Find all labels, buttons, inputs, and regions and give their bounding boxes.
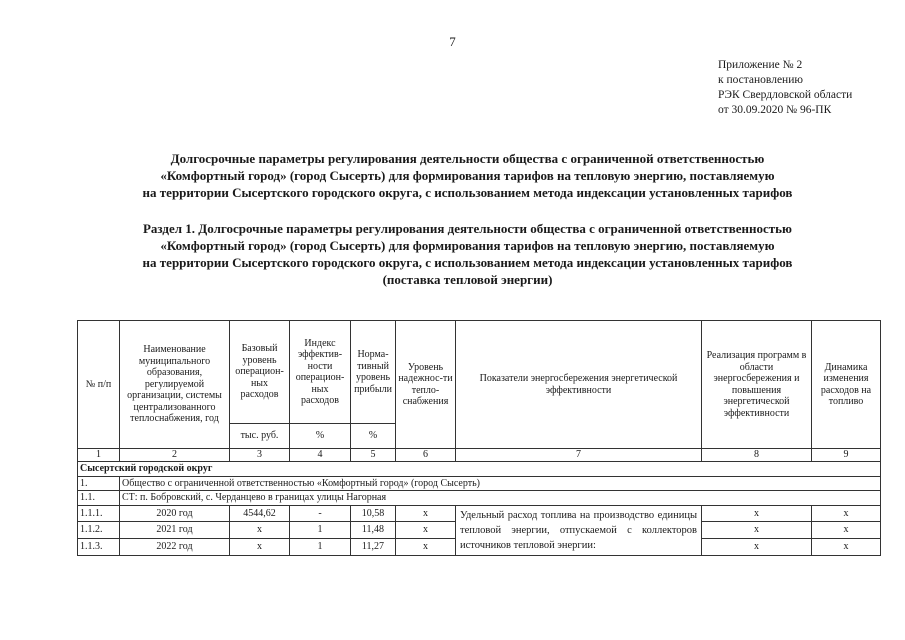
row-num: 1.1.3. (78, 538, 120, 555)
row-num: 1.1.1. (78, 505, 120, 522)
district-name: Сысертский городской округ (78, 462, 881, 477)
section-line: «Комфортный город» (город Сысерть) для формирования тарифов на тепловую энергию, поставляемую (160, 238, 775, 253)
column-number: 8 (702, 449, 812, 462)
unit-profit-norm: % (351, 424, 396, 449)
header-energy-indicators: Показатели энергосбережения энергетической эффективности (456, 321, 702, 449)
row-base: x (230, 538, 290, 555)
row-programs: x (702, 522, 812, 539)
row-reliability: x (396, 505, 456, 522)
header-fuel-dynamics: Динамика изменения расходов на топливо (812, 321, 881, 449)
column-number: 2 (120, 449, 230, 462)
header-profit-norm: Норма-тивный уровень прибыли (351, 321, 396, 424)
header-reliability: Уровень надежнос-ти тепло-снабжения (396, 321, 456, 449)
org-name: Общество с ограниченной ответственностью «Комфортный город» (город Сысерть) (120, 476, 881, 491)
column-number: 4 (290, 449, 351, 462)
column-number: 6 (396, 449, 456, 462)
row-profit: 11,27 (351, 538, 396, 555)
header-efficiency-index: Индекс эффектив-ности операцион-ных расходов (290, 321, 351, 424)
column-number: 7 (456, 449, 702, 462)
org-num: 1. (78, 476, 120, 491)
system-num: 1.1. (78, 491, 120, 506)
header-num: № п/п (78, 321, 120, 449)
table-header-row (78, 321, 881, 424)
row-base: 4544,62 (230, 505, 290, 522)
row-index: 1 (290, 538, 351, 555)
section-title (60, 220, 875, 288)
title-line: «Комфортный город» (город Сысерть) для формирования тарифов на тепловую энергию, поставляемую (160, 168, 775, 183)
appendix-block (718, 58, 852, 118)
row-index: - (290, 505, 351, 522)
row-year: 2022 год (120, 538, 230, 555)
appendix-line: РЭК Свердловской области (718, 89, 853, 101)
title-line: Долгосрочные параметры регулирования деятельности общества с ограниченной ответственностью (170, 151, 765, 166)
system-row (78, 491, 881, 506)
row-year: 2020 год (120, 505, 230, 522)
row-fuel: x (812, 522, 881, 539)
system-name: СТ: п. Бобровский, с. Черданцево в границах улицы Нагорная (120, 491, 881, 506)
row-fuel: x (812, 505, 881, 522)
unit-base-level: тыс. руб. (230, 424, 290, 449)
column-number: 3 (230, 449, 290, 462)
row-year: 2021 год (120, 522, 230, 539)
row-profit: 11,48 (351, 522, 396, 539)
row-programs: x (702, 538, 812, 555)
column-number: 9 (812, 449, 881, 462)
table-row (78, 505, 881, 522)
column-number: 1 (78, 449, 120, 462)
row-num: 1.1.2. (78, 522, 120, 539)
row-index: 1 (290, 522, 351, 539)
section-line: на территории Сысертского городского округа, с использованием метода индексации установленных тарифов (142, 255, 793, 270)
unit-efficiency-index: % (290, 424, 351, 449)
org-row (78, 476, 881, 491)
section-line: (поставка тепловой энергии) (382, 272, 553, 287)
row-programs: x (702, 505, 812, 522)
title-line: на территории Сысертского городского округа, с использованием метода индексации установленных тарифов (142, 185, 793, 200)
row-fuel: x (812, 538, 881, 555)
section-line: Раздел 1. Долгосрочные параметры регулирования деятельности общества с ограниченной ответственностью (142, 221, 792, 236)
header-programs: Реализация программ в области энергосбережения и повышения энергетической эффективности (702, 321, 812, 449)
appendix-line: к постановлению (718, 74, 803, 86)
parameters-table (77, 320, 881, 556)
column-number: 5 (351, 449, 396, 462)
header-base-level: Базовый уровень операцион-ных расходов (230, 321, 290, 424)
page-number: 7 (449, 34, 456, 49)
header-municipality: Наименование муниципального образования, регулируемой организации, системы централизованного теплоснабжения, год (120, 321, 230, 449)
appendix-line: Приложение № 2 (718, 59, 803, 71)
row-reliability: x (396, 522, 456, 539)
row-reliability: x (396, 538, 456, 555)
district-row (78, 462, 881, 477)
appendix-line: от 30.09.2020 № 96-ПК (718, 104, 832, 116)
document-title (60, 150, 875, 201)
row-base: x (230, 522, 290, 539)
energy-indicator-text: Удельный расход топлива на производство единицы тепловой энергии, отпускаемой с коллекторов источников тепловой энергии: (456, 505, 702, 555)
column-numbers-row (78, 449, 881, 462)
row-profit: 10,58 (351, 505, 396, 522)
